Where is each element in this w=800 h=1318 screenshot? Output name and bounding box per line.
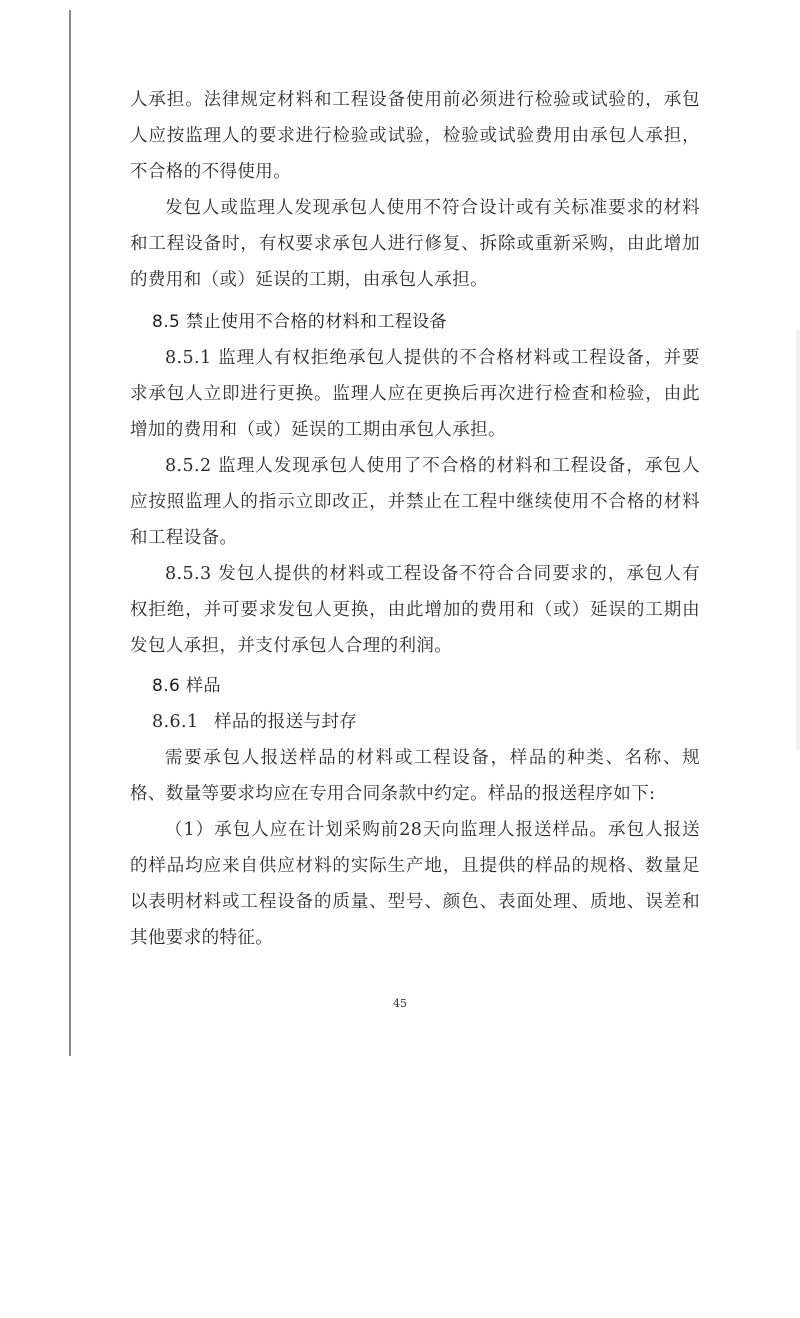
document-body <box>130 82 700 956</box>
subsection-heading-8-6-1 <box>130 704 700 740</box>
clause-8-5-1: 8.5.1 监理人有权拒绝承包人提供的不合格材料或工程设备，并要求承包人立即进行更换。监理人应在更换后再次进行检查和检验，由此增加的费用和（或）延误的工期由承包人承担。 <box>130 348 700 440</box>
subsection-number: 8.6.1 <box>152 712 199 732</box>
page-number: 45 <box>393 997 407 1010</box>
binding-margin-line <box>69 10 71 1056</box>
clause-8-5-3: 8.5.3 发包人提供的材料或工程设备不符合合同要求的，承包人有权拒绝，并可要求发包人更换，由此增加的费用和（或）延误的工期由发包人承担，并支付承包人合理的利润。 <box>130 564 700 656</box>
paragraph-nonconforming-use: 发包人或监理人发现承包人使用不符合设计或有关标准要求的材料和工程设备时，有权要求承包人进行修复、拆除或重新采购，由此增加的费用和（或）延误的工期，由承包人承担。 <box>130 198 700 290</box>
paragraph-sample-procedure-1: （1）承包人应在计划采购前28天向监理人报送样品。承包人报送的样品均应来自供应材料的实际生产地，且提供的样品的规格、数量足以表明材料或工程设备的质量、型号、颜色、表面处理、质地、误差和其他要求的特征。 <box>130 820 700 948</box>
subsection-title: 样品的报送与封存 <box>214 712 358 732</box>
clause-8-5-2: 8.5.2 监理人发现承包人使用了不合格的材料和工程设备，承包人应按照监理人的指示立即改正，并禁止在工程中继续使用不合格的材料和工程设备。 <box>130 456 700 548</box>
paragraph-sample-requirements: 需要承包人报送样品的材料或工程设备，样品的种类、名称、规格、数量等要求均应在专用合同条款中约定。样品的报送程序如下: <box>130 748 700 804</box>
scan-edge-shadow <box>796 330 800 750</box>
section-heading-8-5: 8.5 禁止使用不合格的材料和工程设备 <box>152 312 448 332</box>
section-heading-8-6: 8.6 样品 <box>152 676 221 696</box>
paragraph-continuation: 人承担。法律规定材料和工程设备使用前必须进行检验或试验的，承包人应按监理人的要求进行检验或试验，检验或试验费用由承包人承担，不合格的不得使用。 <box>130 90 700 182</box>
